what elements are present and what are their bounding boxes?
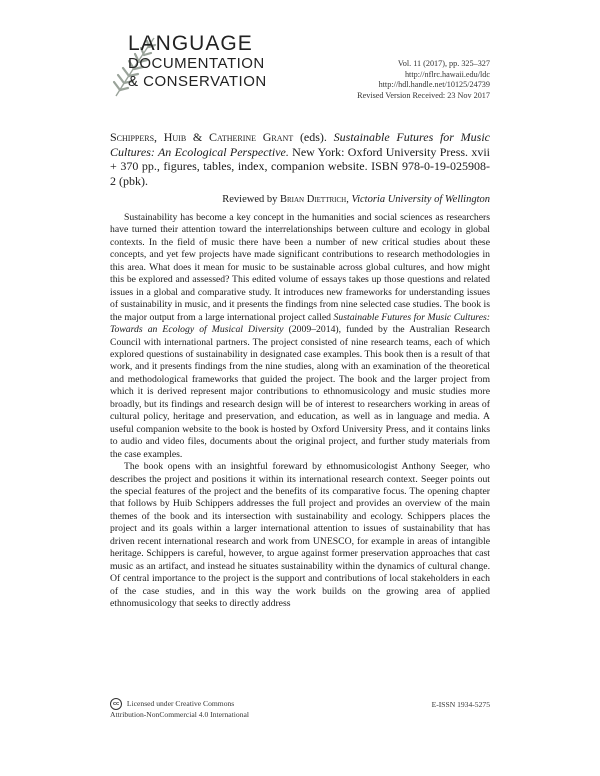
license-line-2: Attribution-NonCommercial 4.0 International xyxy=(110,710,249,719)
paragraph: The book opens with an insightful foreward by ethnomusicologist Anthony Seeger, who describes the project and positions it within its international research context. Seeger points out the special features of the project and the benefits of its comparative focus. The opening chapter that follows by Huib Schippers addresses the full project and provides an overview of the main themes of the book and its intersection with sustainability and ecology. Schippers places the project and its goals within a larger international attention to issues of sustainability that has driven recent international research and work from UNESCO, for example in areas of intangible heritage. Schippers is careful, however, to argue against former preservation approaches that cast music as an artifact, and instead he situates sustainability within the dynamics of cultural change. Of central importance to the project is the support and contributions of local stakeholders in each of the case studies, and in this way the work builds on the growing area of applied ethnomusicology that seeks to directly address xyxy=(110,461,490,610)
license-line-1: Licensed under Creative Commons xyxy=(126,698,235,708)
logo-line-language: LANGUAGE xyxy=(128,32,253,55)
journal-url[interactable]: http://nflrc.hawaii.edu/ldc xyxy=(404,69,490,79)
license-notice xyxy=(110,698,249,720)
reviewer-line xyxy=(222,194,490,205)
reviewer-name: Brian Diettrich, xyxy=(280,194,349,205)
creative-commons-icon[interactable]: cc xyxy=(110,698,122,710)
article-meta xyxy=(357,59,490,101)
handle-url[interactable]: http://hdl.handle.net/10125/24739 xyxy=(378,80,490,89)
reviewer-affiliation: Victoria University of Wellington xyxy=(351,194,490,205)
project-title: Sustainable Futures for Music Cultures: Towards an Ecology of Musical Diversity xyxy=(110,311,490,336)
logo-line-documentation: DOCUMENTATION xyxy=(128,55,265,72)
paragraph-text: (2009–2014), funded by the Australian Research Council with international partners. The project consisted of nine research teams, each of which explored questions of sustainability in designated case examples. This book then is a result of that work, and it presents findings from the nine studies, along with an examination of the theoretical and methodological frameworks that guided the project. The book and the larger project from which it is derived represent major contributions to ethnomusicology and music studies more broadly, but its findings and research design will be of interest to researchers working in areas of cultural policy, heritage and preservation, and education, as well as in language and media. A useful companion website to the book is hosted by Oxford University Press, and it contains links to audio and video files, documents about the original project, and further study materials from the case examples. xyxy=(110,324,490,460)
book-title: Sustainable Futures for Music Cultures: An Ecological Perspective. xyxy=(110,130,491,159)
paragraph xyxy=(110,212,490,461)
reviewer-prefix: Reviewed by xyxy=(222,194,278,205)
paragraph-text: Sustainability has become a key concept in the humanities and social sciences as researchers have turned their attention toward the interrelationships between culture and ecology in global contexts. In the field of music there have been a number of new critical studies about these concepts, and yet few projects have made significant contributions to research methodologies in this area. What does it mean for music to be sustainable across global cultures, and how might this be explored and assessed? This edited volume of essays takes up those questions and related issues in a global and comparative study. It introduces new frameworks for understanding issues of sustainability in music, and it presents the findings from nine selected case studies. The book is the major output from a large international project called xyxy=(110,212,490,323)
review-body xyxy=(110,212,490,611)
book-publication: New York: Oxford University Press. xvii + 370 pp., figures, tables, index, companion website. ISBN 978-0-19-025908-2 (pbk). xyxy=(110,144,490,188)
book-citation xyxy=(110,130,490,188)
logo-line-conservation: & CONSERVATION xyxy=(128,73,267,90)
book-editors: Schippers, Huib & Catherine Grant xyxy=(110,130,294,144)
journal-logo xyxy=(110,30,320,100)
eissn: E-ISSN 1934-5275 xyxy=(431,700,490,709)
revised-date: Revised Version Received: 23 Nov 2017 xyxy=(357,90,490,100)
book-eds: (eds). xyxy=(299,130,327,144)
volume-pages: Vol. 11 (2017), pp. 325–327 xyxy=(397,59,490,68)
